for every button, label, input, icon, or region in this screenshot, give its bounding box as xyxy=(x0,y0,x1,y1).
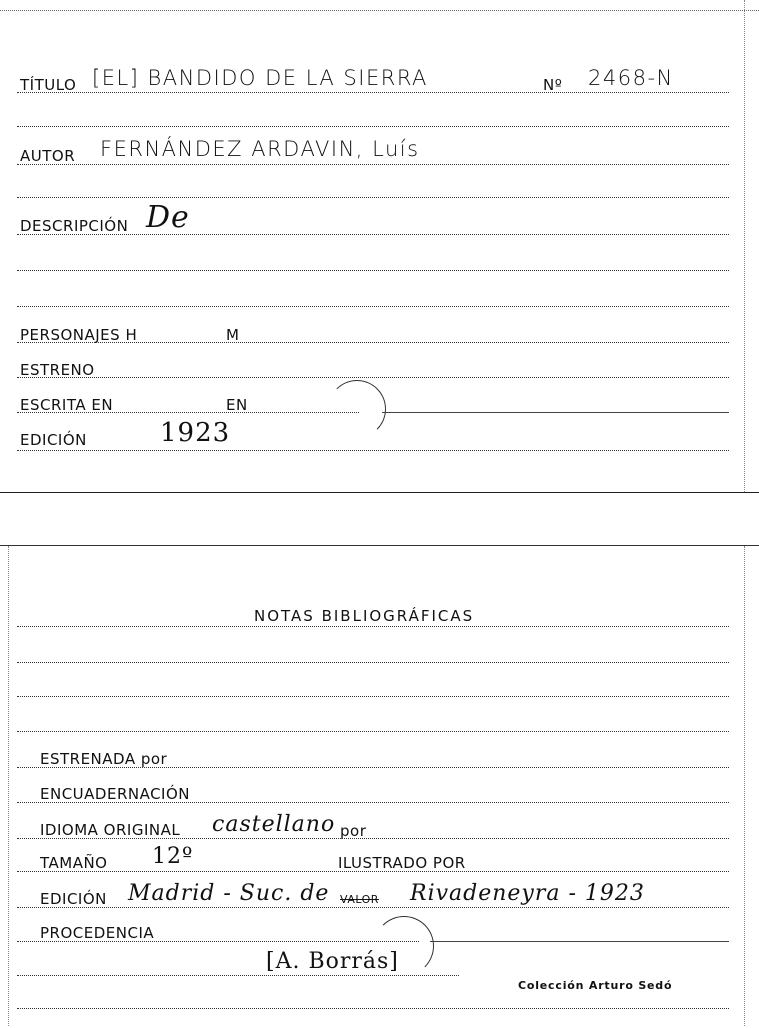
rule-line xyxy=(430,941,729,942)
collection-label: Colección Arturo Sedó xyxy=(518,979,673,992)
card-top-edge xyxy=(0,10,759,11)
rule-line xyxy=(17,92,729,93)
ilustrado-label: ILUSTRADO POR xyxy=(338,854,466,872)
numero-value: 2468-N xyxy=(588,66,674,90)
titulo-value: [EL] BANDIDO DE LA SIERRA xyxy=(92,66,428,90)
escrita-label: ESCRITA EN xyxy=(20,396,114,414)
rule-line xyxy=(17,270,729,271)
edicion-label: EDICIÓN xyxy=(20,431,87,449)
rule-line xyxy=(17,662,729,663)
procedencia-label: PROCEDENCIA xyxy=(40,924,155,942)
rule-line xyxy=(17,234,729,235)
rule-line xyxy=(17,377,729,378)
catalog-card-front xyxy=(0,0,759,493)
idioma-value: castellano xyxy=(212,812,336,837)
edicion-value-1: Madrid - Suc. de xyxy=(128,881,330,906)
rule-line xyxy=(17,696,729,697)
rule-line xyxy=(17,838,729,839)
edicion-struck-text: VALOR xyxy=(340,893,379,906)
rule-line xyxy=(17,164,729,165)
estrenada-label: ESTRENADA por xyxy=(40,750,168,768)
numero-label: Nº xyxy=(543,76,563,94)
personajes-label: PERSONAJES H xyxy=(20,326,138,344)
card-right-edge xyxy=(744,0,745,492)
rule-line xyxy=(17,941,419,942)
tamano-value: 12º xyxy=(152,844,194,869)
encuadernacion-label: ENCUADERNACIÓN xyxy=(40,785,191,803)
idioma-por-label: por xyxy=(340,822,367,840)
card-left-edge xyxy=(8,546,9,1026)
descripcion-label: DESCRIPCIÓN xyxy=(20,217,129,235)
autor-label: AUTOR xyxy=(20,147,76,165)
estreno-label: ESTRENO xyxy=(20,361,95,379)
catalog-card-back xyxy=(0,545,759,1026)
rule-line xyxy=(382,412,729,413)
notas-heading: NOTAS BIBLIOGRÁFICAS xyxy=(254,607,475,625)
idioma-label: IDIOMA ORIGINAL xyxy=(40,821,181,839)
rule-line xyxy=(17,731,729,732)
rule-line xyxy=(17,871,729,872)
rule-line xyxy=(17,306,729,307)
titulo-label: TÍTULO xyxy=(20,76,77,94)
autor-value: FERNÁNDEZ ARDAVIN, Luís xyxy=(100,137,420,161)
procedencia-value: [A. Borrás] xyxy=(266,949,399,974)
rule-line xyxy=(17,767,729,768)
rule-line xyxy=(17,342,729,343)
rule-line xyxy=(17,412,359,413)
personajes-m-label: M xyxy=(226,326,240,344)
rule-line xyxy=(17,126,729,127)
edicion-value: 1923 xyxy=(160,418,231,448)
descripcion-value: De xyxy=(146,200,190,235)
rule-line xyxy=(17,802,729,803)
edicion-back-label: EDICIÓN xyxy=(40,890,107,908)
tamano-label: TAMAÑO xyxy=(40,854,108,872)
escrita-en-label: EN xyxy=(226,396,248,414)
stamp-mark xyxy=(328,380,386,438)
rule-line xyxy=(17,450,729,451)
rule-line xyxy=(17,197,729,198)
rule-line xyxy=(17,975,459,976)
edicion-value-2: Rivadeneyra - 1923 xyxy=(410,881,645,906)
rule-line xyxy=(17,907,729,908)
rule-line xyxy=(17,1008,729,1009)
rule-line xyxy=(17,626,729,627)
card-right-edge xyxy=(744,546,745,1026)
